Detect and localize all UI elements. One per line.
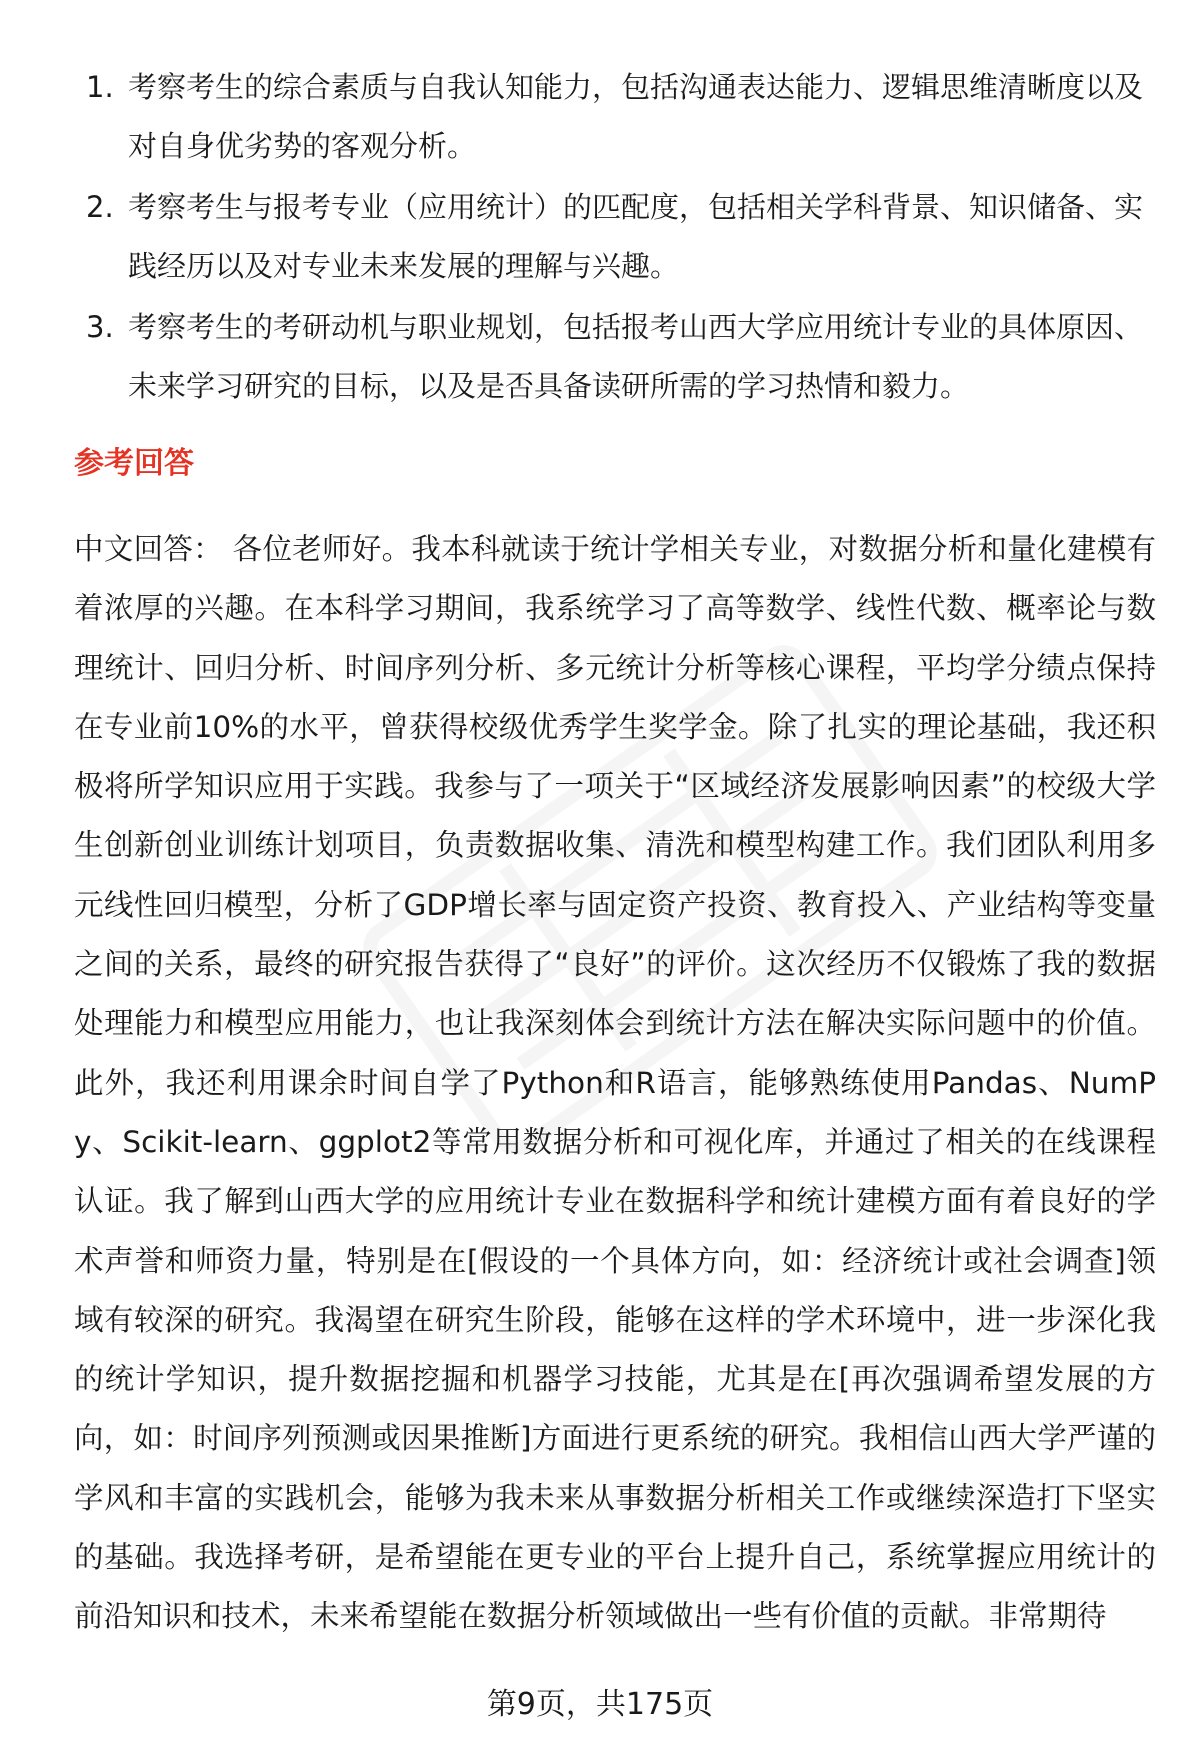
evaluation-criteria-list: [74, 58, 1154, 418]
criteria-item: [74, 58, 1154, 176]
criteria-item-text: 考察考生与报考专业（应用统计）的匹配度，包括相关学科背景、知识储备、实践经历以及对专业未来发展的理解与兴趣。: [128, 190, 1144, 283]
answer-paragraph: 中文回答： 各位老师好。我本科就读于统计学相关专业，对数据分析和量化建模有着浓厚的兴趣。在本科学习期间，我系统学习了高等数学、线性代数、概率论与数理统计、回归分析、时间序列分析、多元统计分析等核心课程，平均学分绩点保持在专业前10%的水平，曾获得校级优秀学生奖学金。除了扎实的理论基础，我还积极将所学知识应用于实践。我参与了一项关于“区域经济发展影响因素”的校级大学生创新创业训练计划项目，负责数据收集、清洗和模型构建工作。我们团队利用多元线性回归模型，分析了GDP增长率与固定资产投资、教育投入、产业结构等变量之间的关系，最终的研究报告获得了“良好”的评价。这次经历不仅锻炼了我的数据处理能力和模型应用能力，也让我深刻体会到统计方法在解决实际问题中的价值。此外，我还利用课余时间自学了Python和R语言，能够熟练使用Pandas、NumPy、Scikit-learn、ggplot2等常用数据分析和可视化库，并通过了相关的在线课程认证。我了解到山西大学的应用统计专业在数据科学和统计建模方面有着良好的学术声誉和师资力量，特别是在[假设的一个具体方向，如：经济统计或社会调查]领域有较深的研究。我渴望在研究生阶段，能够在这样的学术环境中，进一步深化我的统计学知识，提升数据挖掘和机器学习技能，尤其是在[再次强调希望发展的方向，如：时间序列预测或因果推断]方面进行更系统的研究。我相信山西大学严谨的学风和丰富的实践机会，能够为我未来从事数据分析相关工作或继续深造打下坚实的基础。我选择考研，是希望能在更专业的平台上提升自己，系统掌握应用统计的前沿知识和技术，未来希望能在数据分析领域做出一些有价值的贡献。非常期待: [74, 532, 1156, 1634]
criteria-item-number: 2.: [86, 190, 114, 224]
criteria-item: [74, 178, 1154, 296]
criteria-item-number: 1.: [86, 70, 114, 104]
criteria-item-number: 3.: [86, 310, 114, 344]
criteria-item-text: 考察考生的考研动机与职业规划，包括报考山西大学应用统计专业的具体原因、未来学习研究的目标，以及是否具备读研所需的学习热情和毅力。: [128, 310, 1144, 403]
page-number: 第9页，共175页: [486, 1687, 714, 1722]
criteria-item: [74, 298, 1154, 416]
criteria-item-text: 考察考生的综合素质与自我认知能力，包括沟通表达能力、逻辑思维清晰度以及对自身优劣势的客观分析。: [128, 70, 1144, 163]
reference-answer-heading: 参考回答: [74, 446, 194, 481]
